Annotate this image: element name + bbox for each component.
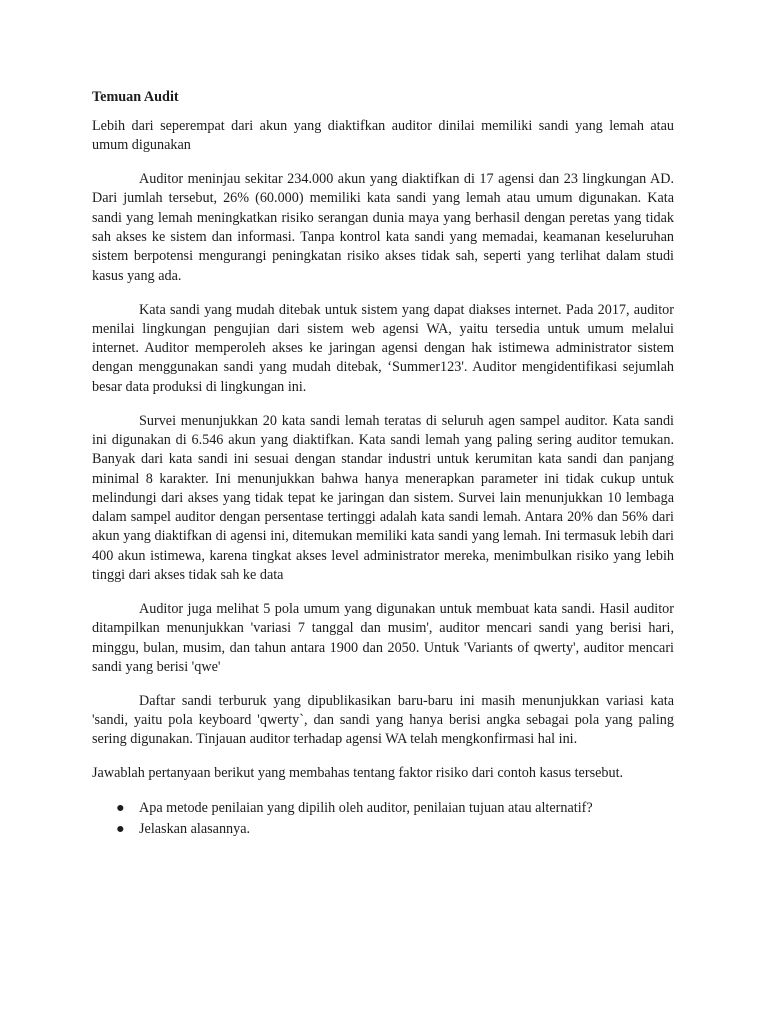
body-paragraph-2: Kata sandi yang mudah ditebak untuk sistem yang dapat diakses internet. Pada 2017, auditor menilai lingkungan pengujian dari sistem web agensi WA, yaitu tersedia untuk umum melalui internet. Auditor memperoleh akses ke jaringan agensi dengan hak istimewa administrator sistem dengan menggunakan sandi yang mudah ditebak, ‘Summer123'. Auditor mengidentifikasi sejumlah besar data produksi di lingkungan ini. [92,301,674,395]
body-paragraph-3: Survei menunjukkan 20 kata sandi lemah teratas di seluruh agen sampel auditor. Kata sandi ini digunakan di 6.546 akun yang diaktifkan. Kata sandi lemah yang paling sering auditor temukan. Banyak dari kata sandi ini sesuai dengan standar industri untuk kerumitan kata sandi dan panjang minimal 8 karakter. Ini menunjukkan bahwa hanya menerapkan parameter ini tidak cukup untuk melindungi dari akses yang tidak tepat ke jaringan dan sistem. Survei lain menunjukkan 10 lembaga dalam sampel auditor dengan persentase tertinggi adalah kata sandi lemah. Antara 20% dan 56% dari akun yang diaktifkan di agensi ini, ditemukan memiliki kata sandi yang lemah. Ini termasuk lebih dari 400 akun istimewa, karena tingkat akses level administrator mereka, menimbulkan risiko yang lebih tinggi dari akses tidak sah ke data [92,412,674,584]
body-paragraph-5: Daftar sandi terburuk yang dipublikasikan baru-baru ini masih menunjukkan variasi kata 'sandi, yaitu pola keyboard 'qwerty`, dan sandi yang hanya berisi angka sebagai pola yang paling sering digunakan. Tinjauan auditor terhadap agensi WA telah mengkonfirmasi hal ini. [92,692,674,748]
list-item-text: Jelaskan alasannya. [139,821,251,838]
list-item-text: Apa metode penilaian yang dipilih oleh auditor, penilaian tujuan atau alternatif? [139,800,593,817]
document-page [92,88,674,840]
list-item [92,798,674,819]
question-list [92,798,674,840]
body-paragraph-4: Auditor juga melihat 5 pola umum yang digunakan untuk membuat kata sandi. Hasil auditor ditampilkan menunjukkan 'variasi 7 tanggal dan musim', auditor mencari sandi yang berisi hari, minggu, bulan, musim, dan tahun antara 1900 dan 2050. Untuk 'Variants of qwerty', auditor mencari sandi yang berisi 'qwe' [92,600,674,675]
question-paragraph: Jawablah pertanyaan berikut yang membahas tentang faktor risiko dari contoh kasus tersebut. [92,765,624,782]
body-paragraph-1: Auditor meninjau sekitar 234.000 akun yang diaktifkan di 17 agensi dan 23 lingkungan AD. Dari jumlah tersebut, 26% (60.000) memiliki kata sandi yang lemah atau umum digunakan. Kata sandi yang lemah meningkatkan risiko serangan dunia maya yang berhasil dengan peretas yang tidak sah akses ke sistem dan informasi. Tanpa kontrol kata sandi yang memadai, keamanan keseluruhan sistem berpotensi mengurangi peningkatan risiko akses tidak sah, seperti yang terlihat dalam studi kasus yang ada. [92,171,674,284]
list-item [92,819,674,840]
bullet-icon: ● [116,821,125,838]
intro-paragraph: Lebih dari seperempat dari akun yang diaktifkan auditor dinilai memiliki sandi yang lemah atau umum digunakan [92,118,674,154]
document-title: Temuan Audit [92,89,179,105]
bullet-icon: ● [116,800,125,817]
